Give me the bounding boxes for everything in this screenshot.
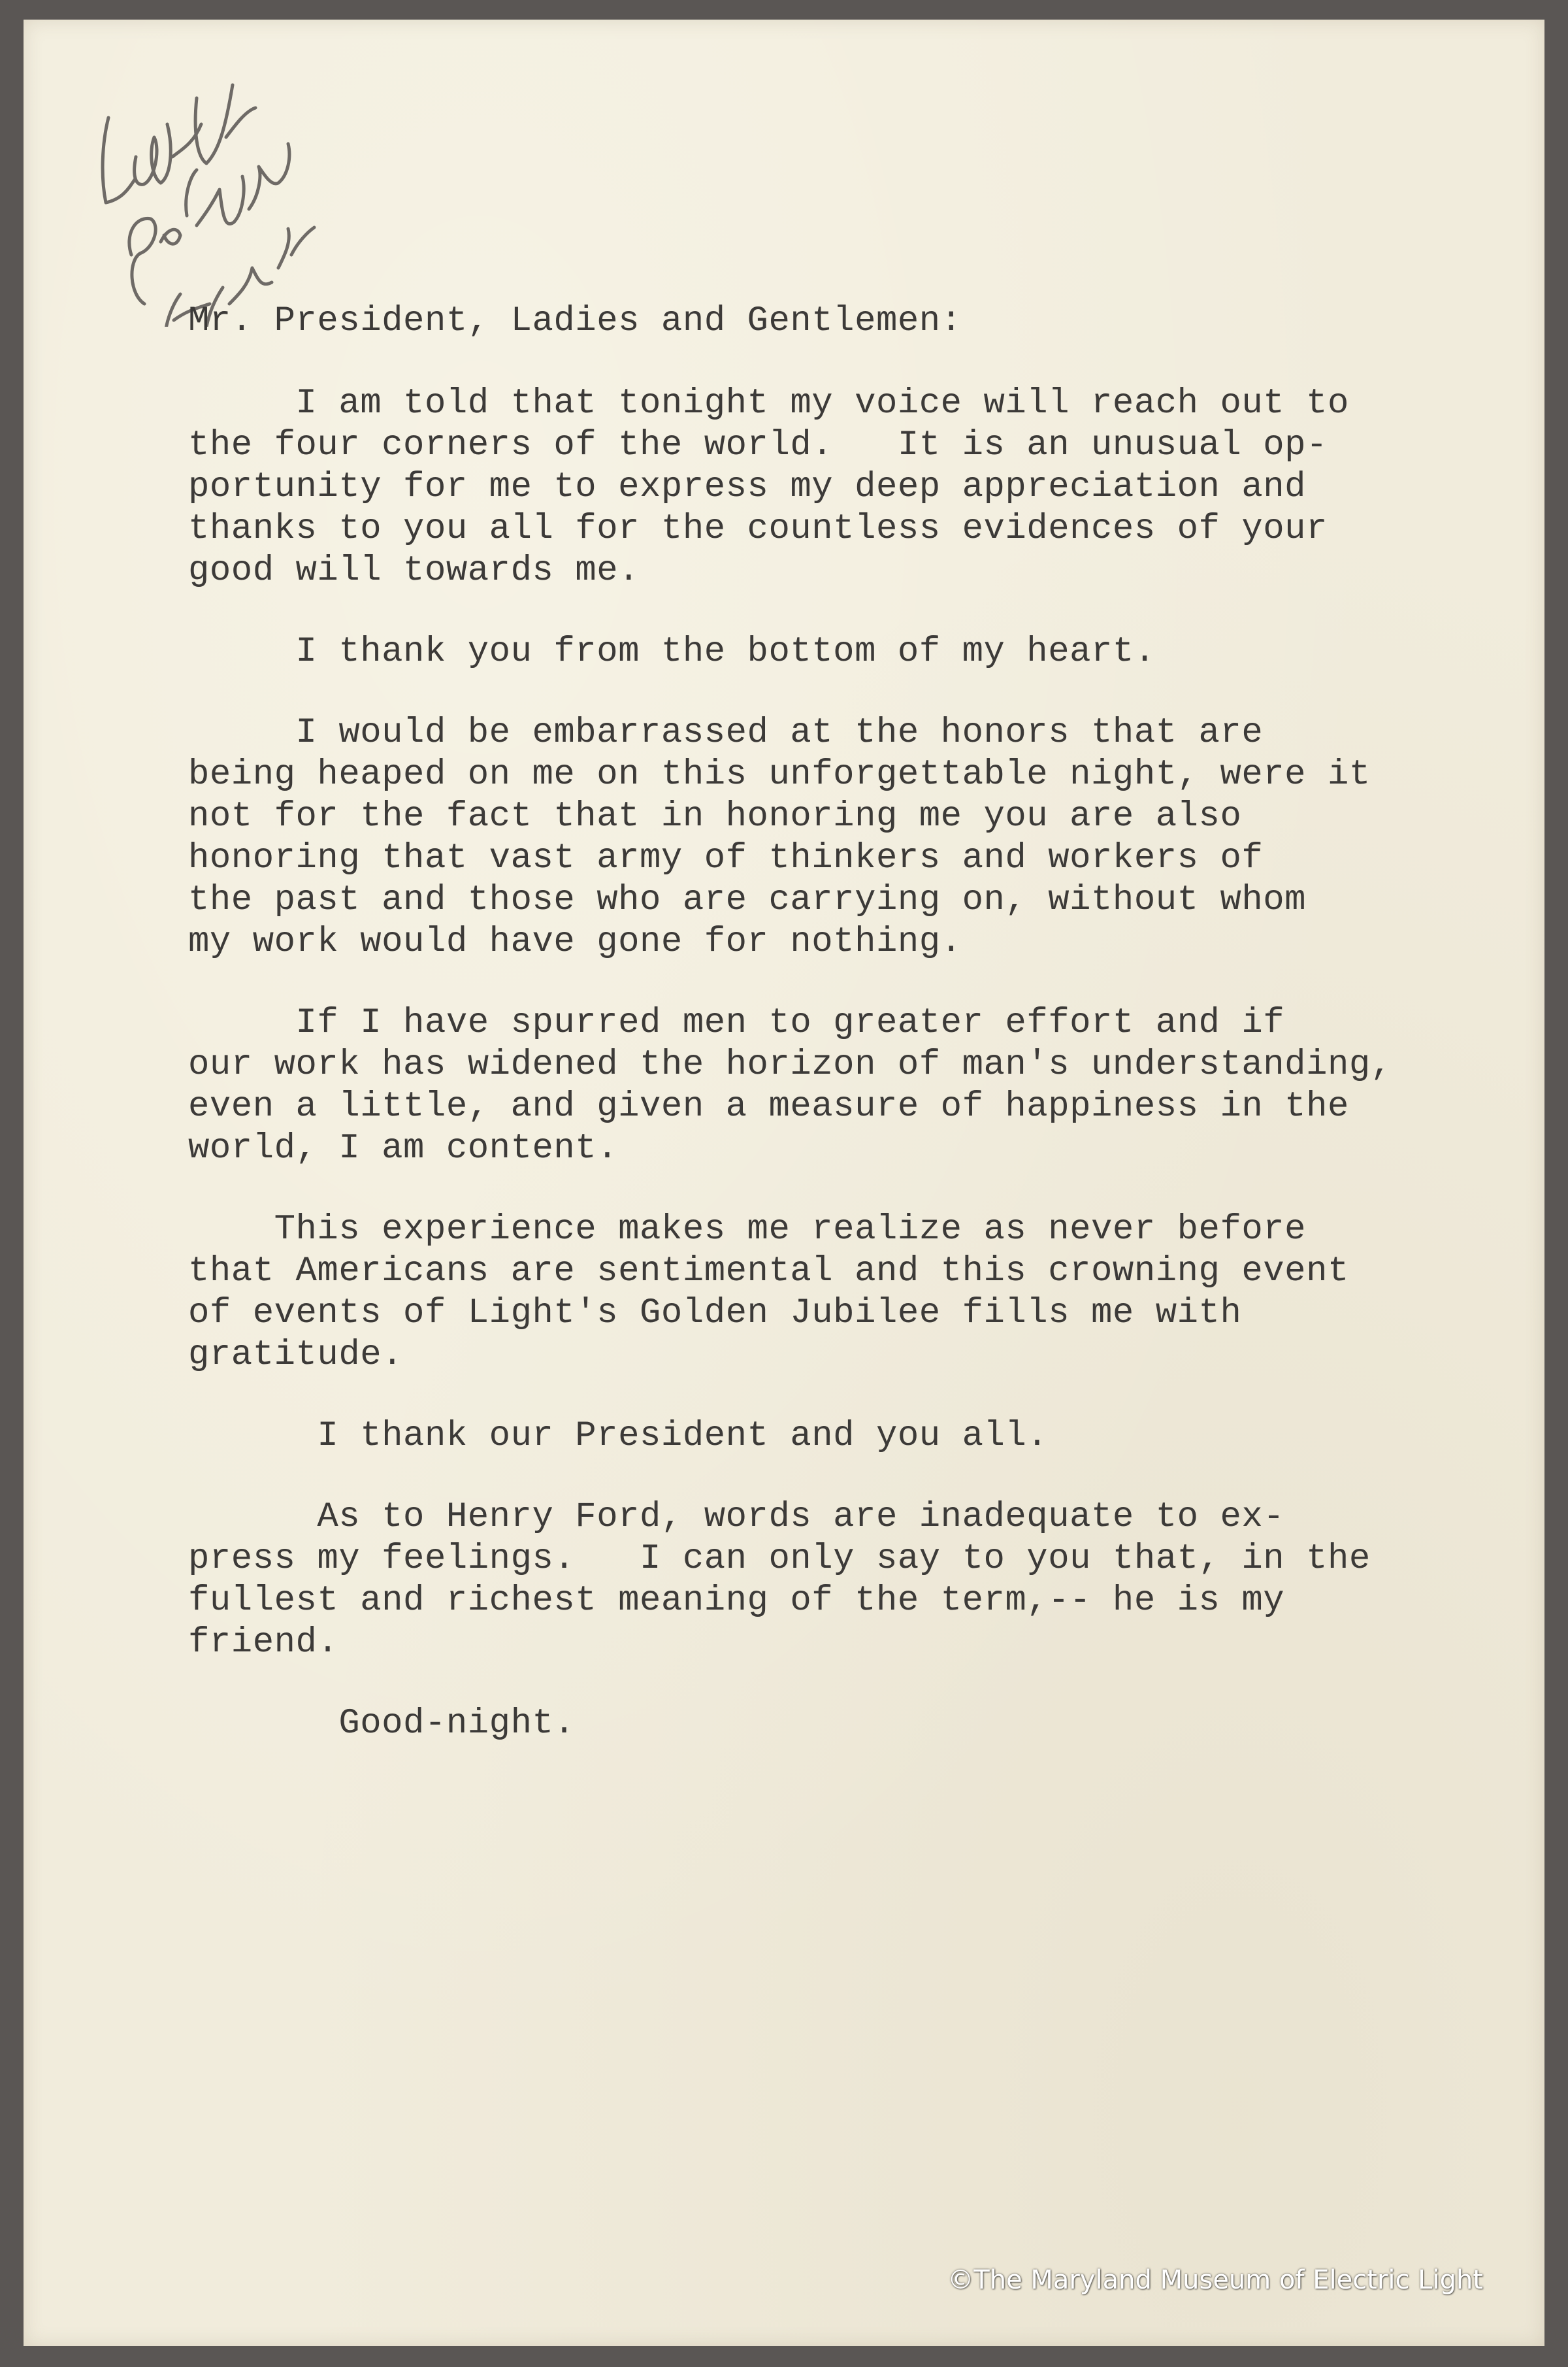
paragraph-2 bbox=[188, 631, 1495, 673]
text-line: gratitude. bbox=[188, 1335, 404, 1375]
text-line: even a little, and given a measure of happiness in the bbox=[188, 1087, 1349, 1127]
text-line: world, I am content. bbox=[188, 1129, 619, 1168]
text-line: that Americans are sentimental and this crowning event bbox=[188, 1251, 1349, 1291]
text-line: our work has widened the horizon of man's understanding, bbox=[188, 1045, 1392, 1085]
paragraph-7 bbox=[188, 1497, 1495, 1664]
text-line: the past and those who are carrying on, without whom bbox=[188, 880, 1307, 920]
salutation: Mr. President, Ladies and Gentlemen: bbox=[188, 301, 962, 341]
text-line: Good-night. bbox=[188, 1704, 576, 1744]
text-line: thanks to you all for the countless evidences of your bbox=[188, 509, 1328, 549]
text-line: my work would have gone for nothing. bbox=[188, 922, 962, 962]
paragraph-4 bbox=[188, 1002, 1495, 1170]
text-line: fullest and richest meaning of the term,-- he is my bbox=[188, 1581, 1285, 1621]
text-line: not for the fact that in honoring me you are also bbox=[188, 797, 1242, 836]
museum-credit-watermark: ©The Maryland Museum of Electric Light bbox=[947, 2265, 1483, 2295]
text-line: I thank our President and you all. bbox=[188, 1416, 1049, 1456]
letter-body bbox=[188, 301, 1495, 1784]
paragraph-8 bbox=[188, 1703, 1495, 1745]
text-line: portunity for me to express my deep appreciation and bbox=[188, 467, 1307, 507]
paragraph-1 bbox=[188, 383, 1495, 592]
text-line: If I have spurred men to greater effort and if bbox=[188, 1003, 1285, 1043]
text-line: I would be embarrassed at the honors that are bbox=[188, 713, 1264, 753]
paragraph-5 bbox=[188, 1209, 1495, 1376]
paragraph-6 bbox=[188, 1415, 1495, 1457]
text-line: of events of Light's Golden Jubilee fills me with bbox=[188, 1293, 1242, 1333]
text-line: I thank you from the bottom of my heart. bbox=[188, 632, 1156, 672]
text-line: honoring that vast army of thinkers and workers of bbox=[188, 838, 1264, 878]
handwritten-annotation bbox=[63, 46, 318, 327]
text-line: This experience makes me realize as never before bbox=[188, 1210, 1307, 1250]
text-line: being heaped on me on this unforgettable night, were it bbox=[188, 755, 1371, 795]
text-line: friend. bbox=[188, 1623, 339, 1663]
text-line: As to Henry Ford, words are inadequate to ex- bbox=[188, 1497, 1285, 1537]
text-line: good will towards me. bbox=[188, 551, 640, 591]
text-line: I am told that tonight my voice will reach out to bbox=[188, 384, 1349, 423]
text-line: press my feelings. I can only say to you that, in the bbox=[188, 1539, 1371, 1579]
letter-page bbox=[24, 20, 1544, 2346]
text-line: the four corners of the world. It is an unusual op- bbox=[188, 425, 1328, 465]
paragraph-3 bbox=[188, 712, 1495, 963]
